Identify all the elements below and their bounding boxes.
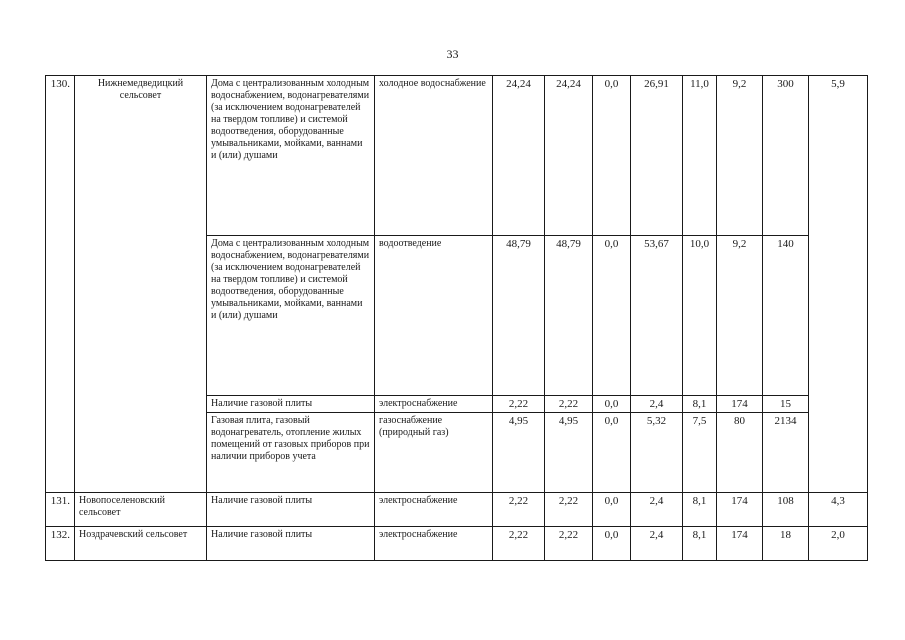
total-value: 5,9 bbox=[809, 76, 868, 493]
value-cell: 2,4 bbox=[631, 527, 683, 561]
housing-category: Наличие газовой плиты bbox=[207, 493, 375, 527]
value-cell: 24,24 bbox=[493, 76, 545, 236]
value-cell: 2,22 bbox=[545, 493, 593, 527]
housing-category: Наличие газовой плиты bbox=[207, 527, 375, 561]
utility-service: электроснабжение bbox=[375, 527, 493, 561]
total-value: 2,0 bbox=[809, 527, 868, 561]
value-cell: 2,22 bbox=[545, 527, 593, 561]
value-cell: 48,79 bbox=[545, 236, 593, 396]
value-cell: 8,1 bbox=[683, 396, 717, 413]
value-cell: 300 bbox=[763, 76, 809, 236]
value-cell: 2,22 bbox=[493, 396, 545, 413]
value-cell: 9,2 bbox=[717, 76, 763, 236]
value-cell: 2,22 bbox=[493, 493, 545, 527]
value-cell: 53,67 bbox=[631, 236, 683, 396]
housing-category: Газовая плита, газовый водонагреватель, отопление жилых помещений от газовых приборов при наличии приборов учета bbox=[207, 413, 375, 493]
value-cell: 8,1 bbox=[683, 493, 717, 527]
value-cell: 0,0 bbox=[593, 493, 631, 527]
value-cell: 0,0 bbox=[593, 413, 631, 493]
row-number: 131. bbox=[46, 493, 75, 527]
value-cell: 48,79 bbox=[493, 236, 545, 396]
value-cell: 18 bbox=[763, 527, 809, 561]
value-cell: 9,2 bbox=[717, 236, 763, 396]
value-cell: 2,22 bbox=[545, 396, 593, 413]
row-number: 130. bbox=[46, 76, 75, 493]
value-cell: 10,0 bbox=[683, 236, 717, 396]
municipality-name: Новопоселеновский сельсовет bbox=[75, 493, 207, 527]
value-cell: 4,95 bbox=[493, 413, 545, 493]
value-cell: 2,4 bbox=[631, 396, 683, 413]
utility-service: электроснабжение bbox=[375, 396, 493, 413]
value-cell: 2134 bbox=[763, 413, 809, 493]
value-cell: 5,32 bbox=[631, 413, 683, 493]
utility-service: электроснабжение bbox=[375, 493, 493, 527]
housing-category: Дома с централизованным холодным водоснабжением, водонагревателями (за исключением водонагревателей на твердом топливе) и системой водоотведения, оборудованные умывальниками, мойками, ваннами и (или) душами bbox=[207, 236, 375, 396]
value-cell: 0,0 bbox=[593, 396, 631, 413]
row-number: 132. bbox=[46, 527, 75, 561]
value-cell: 15 bbox=[763, 396, 809, 413]
table-row bbox=[46, 527, 868, 561]
utility-service: холодное водоснабжение bbox=[375, 76, 493, 236]
municipality-name: Ноздрачевский сельсовет bbox=[75, 527, 207, 561]
municipality-name: Нижнемедведицкий сельсовет bbox=[75, 76, 207, 493]
table-row bbox=[46, 76, 868, 236]
value-cell: 11,0 bbox=[683, 76, 717, 236]
value-cell: 2,4 bbox=[631, 493, 683, 527]
value-cell: 174 bbox=[717, 527, 763, 561]
value-cell: 0,0 bbox=[593, 76, 631, 236]
total-value: 4,3 bbox=[809, 493, 868, 527]
value-cell: 4,95 bbox=[545, 413, 593, 493]
housing-category: Дома с централизованным холодным водоснабжением, водонагревателями (за исключением водонагревателей на твердом топливе) и системой водоотведения, оборудованные умывальниками, мойками, ваннами и (или) душами bbox=[207, 76, 375, 236]
value-cell: 80 bbox=[717, 413, 763, 493]
housing-category: Наличие газовой плиты bbox=[207, 396, 375, 413]
utility-service: газоснабжение (природный газ) bbox=[375, 413, 493, 493]
value-cell: 140 bbox=[763, 236, 809, 396]
value-cell: 0,0 bbox=[593, 236, 631, 396]
value-cell: 108 bbox=[763, 493, 809, 527]
value-cell: 26,91 bbox=[631, 76, 683, 236]
value-cell: 0,0 bbox=[593, 527, 631, 561]
value-cell: 24,24 bbox=[545, 76, 593, 236]
table-row bbox=[46, 493, 868, 527]
value-cell: 174 bbox=[717, 493, 763, 527]
page-number: 33 bbox=[446, 47, 459, 61]
value-cell: 7,5 bbox=[683, 413, 717, 493]
tariff-table bbox=[45, 75, 868, 561]
value-cell: 174 bbox=[717, 396, 763, 413]
value-cell: 2,22 bbox=[493, 527, 545, 561]
value-cell: 8,1 bbox=[683, 527, 717, 561]
utility-service: водоотведение bbox=[375, 236, 493, 396]
